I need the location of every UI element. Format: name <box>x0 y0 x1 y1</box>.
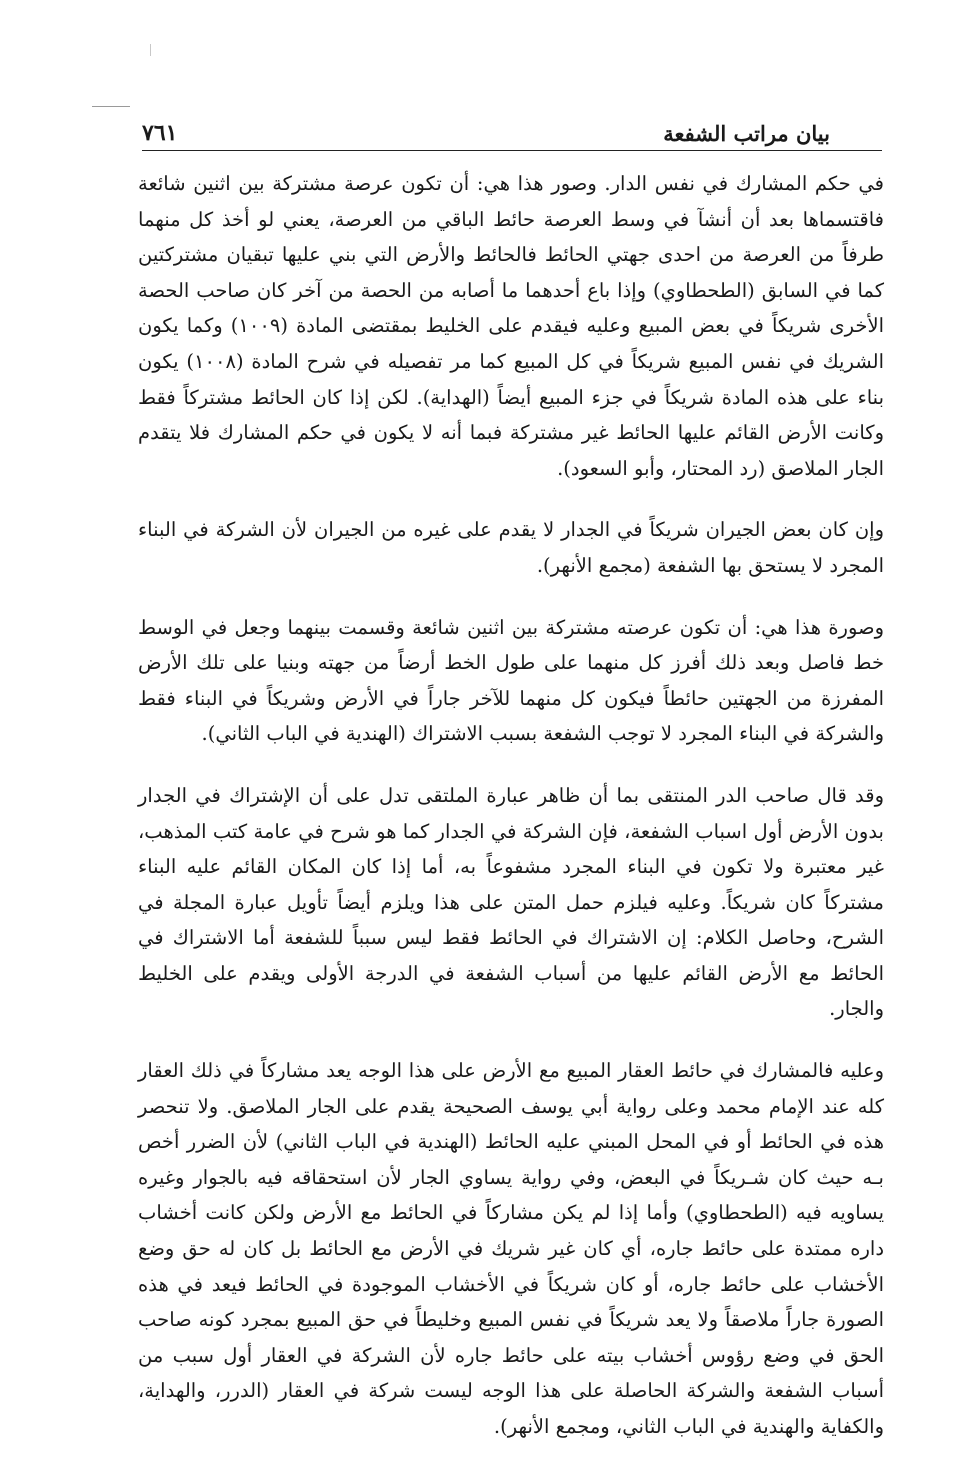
margin-pencil-mark <box>92 106 130 107</box>
paragraph: في حكم المشارك في نفس الدار. وصور هذا هي: أن تكون عرصة مشتركة بين اثنين شائعة فاقتسماها بعد أن أنشآ في وسط العرصة حائط الباقي من العرصة، يعني لو أخذ كل منهما طرفاً من العرصة من احدى جهتي الحائط فالحائط والأرض التي بني عليها تبقيان مشتركتين كما في السابق (الطحطاوي) وإذا باع أحدهما ما أصابه من الحصة من آخر كان صاحب الحصة الأخرى شريكاً في بعض المبيع وعليه فيقدم على الخليط بمقتضى المادة (١٠٠٩) وكما يكون الشريك في نفس المبيع شريكاً في كل المبيع كما مر تفصيله في شرح المادة (١٠٠٨) يكون بناء على هذه المادة شريكاً في جزء المبيع أيضاً (الهداية). لكن إذا كان الحائط مشتركاً فقط وكانت الأرض القائم عليها الحائط غير مشتركة فبما أنه لا يكون في حكم المشارك فلا يتقدم الجار الملاصق (رد المحتار، وأبو السعود). <box>138 172 885 480</box>
paragraph: وعليه فالمشارك في حائط العقار المبيع مع الأرض على هذا الوجه يعد مشاركاً في ذلك العقار كله عند الإمام محمد وعلى رواية أبي يوسف الصحيحة يقدم على الجار الملاصق. ولا تنحصر هذه في الحائط أو في المحل المبني عليه الحائط (الهندية في الباب الثاني) لأن الضرر أخص بـه حيث كان شـريكاً في البعض، وفي رواية يساوي الجار لأن استحقاقه فيه بالجوار وغيره يساويه فيه (الطحطاوي) وأما إذا لم يكن مشاركاً في الحائط مع الأرض ولكن كانت أخشاب داره ممتدة على حائط جاره، أي كان غير شريك في الأرض مع الحائط بل كان له حق وضع الأخشاب على حائط جاره، أو كان شريكاً في الأخشاب الموجودة في الحائط فيعد في هذه الصورة جاراً ملاصقاً ولا يعد شريكاً في نفس المبيع وخليطاً في حق المبيع بمجرد كونه صاحب الحق في وضع رؤوس أخشاب بيته على حائط جاره لأن الشركة في العقار أول سبب من أسباب الشفعة والشركة الحاصلة على هذا الوجه ليست شركة في العقار (الدرر، والهداية، والكفاية والهندية في الباب الثاني، ومجمع الأنهر). <box>138 1059 884 1438</box>
paragraph: وصورة هذا هي: أن تكون عرصته مشتركة بين اثنين شائعة وقسمت بينهما وجعل في الوسط خط فاصل وبعد ذلك أفرز كل منهما على طول الخط أرضاً من جهته وبنيا على تلك الأرض المفرزة من الجهتين حائطاً فيكون كل منهما للآخر جاراً في الأرض وشريكاً في البناء فقط والشركة في البناء المجرد لا توجب الشفعة بسبب الاشتراك (الهندية في الباب الثاني). <box>138 615 884 746</box>
body-text <box>138 166 884 1445</box>
margin-pencil-mark <box>150 44 151 56</box>
paragraph: وإن كان بعض الجيران شريكاً في الجدار لا يقدم على غيره من الجيران لأن الشركة في البناء المجرد لا يستحق بها الشفعة (مجمع الأنهر). <box>138 518 884 577</box>
running-header <box>142 112 882 151</box>
page-number: ٧٦١ <box>142 120 178 146</box>
running-title: بيان مراتب الشفعة <box>663 121 830 146</box>
paragraph: وقد قال صاحب الدر المنتقى بما أن ظاهر عبارة الملتقى تدل على أن الإشتراك في الجدار بدون الأرض أول اسباب الشفعة، فإن الشركة في الجدار كما هو شرح في عامة كتب المذهب، غير معتبرة ولا تكون في البناء المجرد مشفوعاً به، أما إذا كان المكان القائم عليه البناء مشتركاً كان شريكاً. وعليه فيلزم حمل المتن على هذا ويلزم أيضاً تأويل عبارة المجلة في الشرح، وحاصل الكلام: إن الاشتراك في الحائط فقط ليس سبباً للشفعة أما الاشتراك في الحائط مع الأرض القائم عليها من أسباب الشفعة في الدرجة الأولى ويقدم على الخليط والجار. <box>138 783 884 1021</box>
